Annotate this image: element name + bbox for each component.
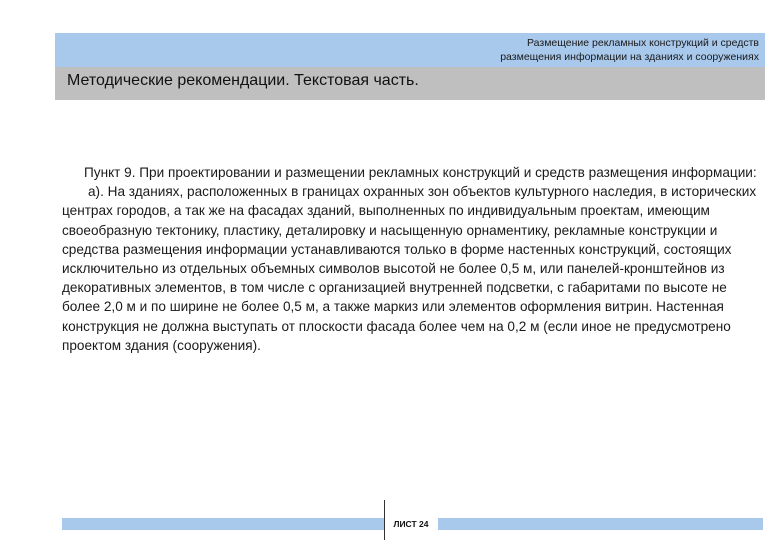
footer-band-left [62,518,384,530]
header-line-2: размещения информации на зданиях и сооружениях [500,51,759,63]
footer-band-right [438,518,763,530]
body-paragraph-2: а). На зданиях, расположенных в границах охранных зон объектов культурного наследия, в исторических центрах городов, а так же на фасадах зданий, выполненных по индивидуальным проектам, имеющим своеобразную тектонику, пластику, деталировку и насыщенную орнаментику, рекламные конструкции и средства размещения информации устанавливаются только в форме настенных конструкций, состоящих исключительно из отдельных объемных символов высотой не более 0,5 м, или панелей-кронштейнов из декоративных элементов, в том числе с организацией внутренней подсветки, с габаритами по высоте не более 2,0 м и по ширине не более 0,5 м, а также маркиз или элементов оформления витрин. Настенная конструкция не должна выступать от плоскости фасада более чем на 0,2 м (если иное не предусмотрено проектом здания (сооружения). [62,184,757,353]
body-text [62,163,762,355]
header-band [55,33,765,67]
header-line-1: Размещение рекламных конструкций и средств [527,37,759,49]
sheet-number: ЛИСТ 24 [393,519,429,529]
body-paragraph-1: Пункт 9. При проектировании и размещении рекламных конструкций и средств размещения информации: [84,165,757,180]
page-title: Методические рекомендации. Текстовая часть. [67,72,419,89]
document-header [500,36,759,64]
footer-divider [384,500,385,540]
title-band [55,67,765,100]
